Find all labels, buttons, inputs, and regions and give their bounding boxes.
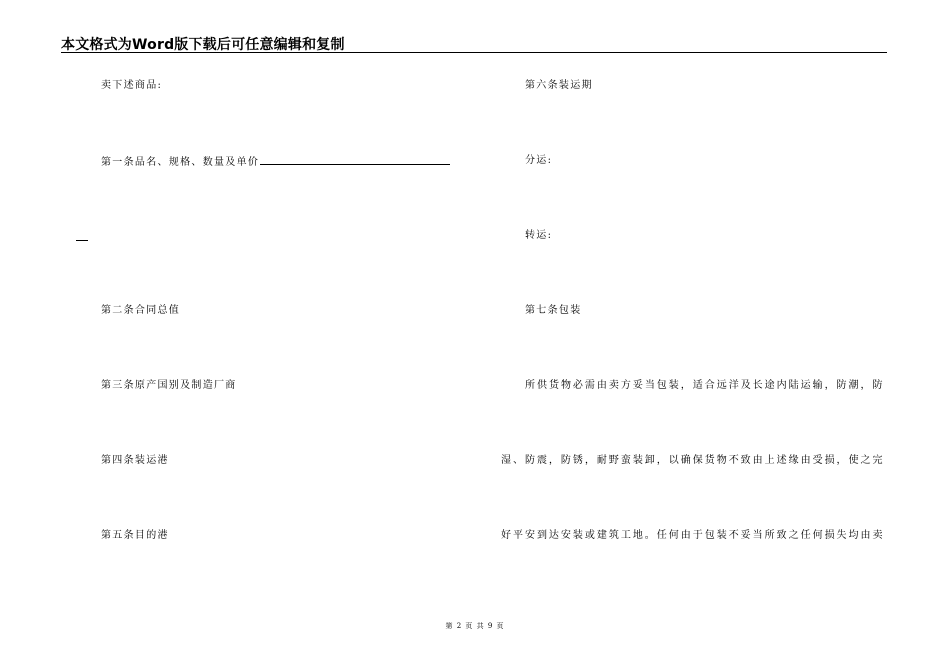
left-line-5: 第四条装运港: [101, 455, 169, 466]
page-number-footer: 第 2 页 共 9 页: [445, 622, 505, 630]
continuation-dash: [76, 240, 88, 241]
left-line-2: [101, 154, 450, 170]
left-line-3: 第二条合同总值: [101, 305, 181, 316]
right-line-3: 转运:: [525, 230, 553, 241]
right-line-4: 第七条包装: [525, 305, 582, 316]
left-line-1: 卖下述商品:: [101, 80, 163, 91]
right-line-2: 分运:: [525, 155, 553, 166]
left-line-2-text: 第一条品名、规格、数量及单价: [101, 157, 260, 168]
right-line-5: 所供货物必需由卖方妥当包装，适合远洋及长途内陆运输，防潮，防: [525, 380, 883, 391]
left-line-4: 第三条原产国别及制造厂商: [101, 380, 237, 391]
right-line-6: 湿、防震，防锈，耐野蛮装卸，以确保货物不致由上述缘由受损，使之完: [501, 455, 883, 466]
page-header-title: 本文格式为Word版下载后可任意编辑和复制: [61, 37, 345, 53]
fill-in-blank: [260, 154, 450, 165]
right-line-1: 第六条装运期: [525, 80, 593, 91]
header-divider: [61, 52, 887, 53]
left-line-6: 第五条目的港: [101, 530, 169, 541]
right-line-7: 好平安到达安装或建筑工地。任何由于包装不妥当所致之任何损失均由卖: [501, 530, 883, 541]
